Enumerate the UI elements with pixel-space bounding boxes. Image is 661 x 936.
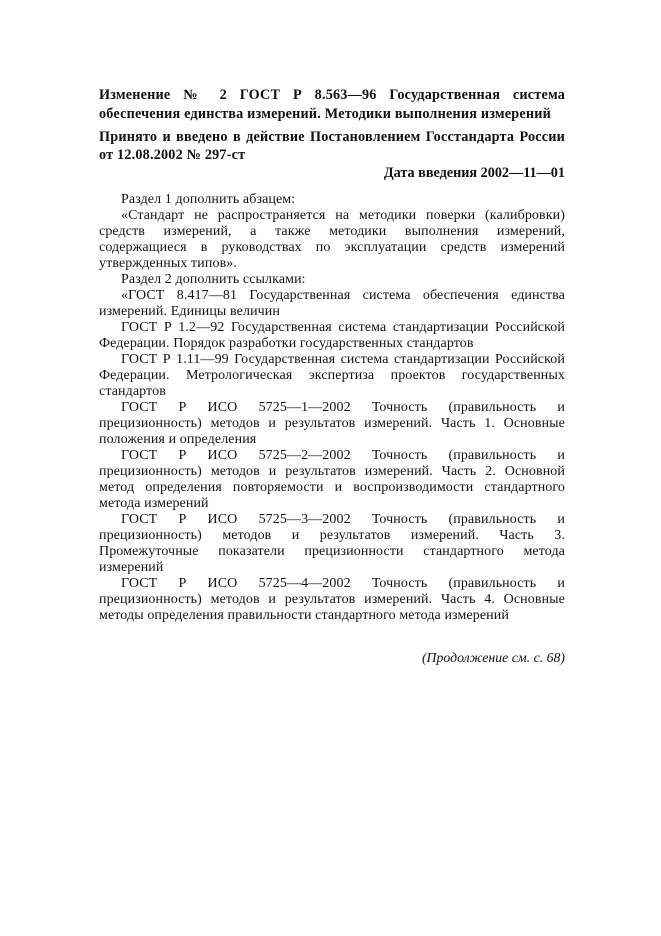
body-paragraph: ГОСТ Р 1.11—99 Государственная система стандартизации Российской Федерации. Метрологическая экспертиза проектов государственных стандартов [99, 352, 565, 399]
effective-date: Дата введения 2002—11—01 [383, 165, 565, 181]
continuation-note: (Продолжение см. с. 68) [421, 650, 565, 665]
body-paragraph: «ГОСТ 8.417—81 Государственная система обеспечения единства измерений. Единицы величин [99, 288, 565, 319]
body-paragraph: Раздел 1 дополнить абзацем: [121, 192, 296, 207]
page-content [99, 86, 565, 666]
amendment-body [99, 192, 565, 624]
body-paragraph: ГОСТ Р 1.2—92 Государственная система стандартизации Российской Федерации. Порядок разработки государственных стандартов [99, 320, 565, 351]
body-paragraph: «Стандарт не распространяется на методики поверки (калибровки) средств измерений, а также методики выполнения измерений, содержащиеся в руководствах по эксплуатации средств измерений утвержденных типов». [99, 208, 565, 271]
adoption-statement: Принято и введено в действие Постановлением Госстандарта России от 12.08.2002 № 297-ст [99, 129, 565, 163]
page-title: Изменение № 2 ГОСТ Р 8.563—96 Государственная система обеспечения единства измерений. Методики выполнения измерений [99, 87, 565, 122]
body-paragraph: ГОСТ Р ИСО 5725—2—2002 Точность (правильность и прецизионность) методов и результатов измерений. Часть 2. Основной метод определения повторяемости и воспроизводимости стандартного метода измерений [99, 448, 565, 511]
body-paragraph: Раздел 2 дополнить ссылками: [121, 272, 306, 287]
body-paragraph: ГОСТ Р ИСО 5725—4—2002 Точность (правильность и прецизионность) методов и результатов измерений. Часть 4. Основные методы определения правильности стандартного метода измерений [99, 576, 565, 623]
body-paragraph: ГОСТ Р ИСО 5725—1—2002 Точность (правильность и прецизионность) методов и результатов измерений. Часть 1. Основные положения и определения [99, 400, 565, 447]
body-paragraph: ГОСТ Р ИСО 5725—3—2002 Точность (правильность и прецизионность) методов и результатов измерений. Часть 3. Промежуточные показатели прецизионности стандартного метода измерений [99, 512, 565, 575]
